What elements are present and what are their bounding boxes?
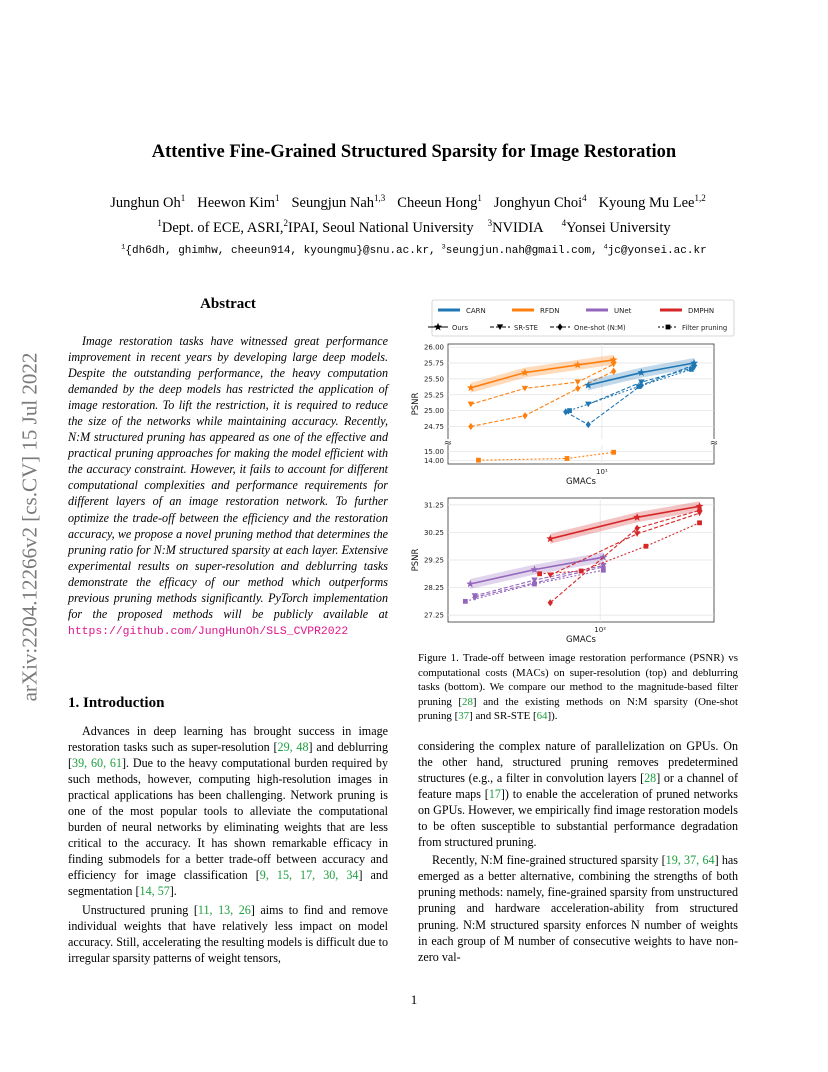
text: ] and SR-STE [ — [469, 710, 537, 723]
data-point — [644, 544, 649, 549]
data-point — [601, 568, 606, 573]
text: Advances in deep learning has brought success in image restoration tasks such as super-resolution [ — [68, 724, 388, 755]
author-name: Jonghyun Choi$^4$ — [493, 193, 587, 211]
arxiv-stamp-text: arXiv:2204.12266v2 [cs.CV] 15 Jul 2022 — [17, 352, 42, 702]
paper-title: Attentive Fine-Grained Structured Sparsity for Image Restoration — [151, 142, 677, 162]
data-point — [689, 367, 694, 372]
legend-label: CARN — [466, 307, 486, 315]
y-tick-label: 24.75 — [423, 422, 444, 431]
legend-label: Filter pruning — [682, 324, 728, 332]
affiliation: $^3$NVIDIA — [487, 218, 544, 236]
email: $^1${dh6dh, ghimhw, cheeun914, kyoungmu}@snu.ac.kr, — [121, 243, 436, 257]
chart-deblurring — [411, 498, 714, 645]
text: ] or a channel of feature maps [ — [418, 771, 738, 802]
citation[interactable]: 39, 60, 61 — [72, 756, 123, 771]
data-point — [636, 384, 641, 389]
email-mark: 3 — [441, 243, 446, 252]
intro-body — [68, 723, 388, 966]
affil-mark: 3 — [487, 218, 493, 229]
right-column-body — [418, 738, 738, 965]
affiliation: $^1$Dept. of ECE, ASRI, — [157, 218, 284, 236]
author-name: Junghun Oh$^1$ — [110, 193, 186, 211]
affil-mark: 4 — [561, 218, 567, 229]
axis-break-mark: ≈ — [443, 438, 453, 449]
author-affil-mark: 1,3 — [374, 193, 386, 204]
legend-label: UNet — [614, 307, 632, 315]
affiliation: $^4$Yonsei University — [561, 218, 671, 236]
text: considering the complex nature of parallelization on GPUs. On the other hand, structured pruning removes predetermined structures (e.g., a filter in convolution layers [ — [418, 739, 738, 786]
text: ]. Due to the heavy computational burden required by such methods, however, computing high-resolution images in practical applications has been challenging. Network pruning is one of the most popular tools to alleviate the computational burden of neural networks by eliminating weights that are less critical to the accuracy. It has shown remarkable efficacy in finding submodels for a better trade-off between accuracy and efficiency for image classification [ — [68, 756, 388, 883]
y-tick-label: 25.25 — [423, 391, 444, 400]
citation[interactable]: 64 — [536, 710, 548, 723]
intro-heading: 1. Introduction — [68, 695, 165, 711]
data-point — [565, 456, 570, 461]
text: ] and deblurring [ — [68, 740, 388, 771]
figure-caption — [418, 651, 738, 724]
text: ]. — [169, 884, 177, 899]
affil-mark: 1 — [157, 218, 162, 229]
email: $^4$jc@yonsei.ac.kr — [603, 243, 707, 257]
axis-break-mark: ≈ — [709, 438, 719, 449]
data-point — [567, 408, 572, 413]
data-point — [463, 599, 468, 604]
y-tick-label: 25.75 — [423, 359, 444, 368]
y-tick-label: 28.25 — [423, 584, 444, 593]
text: ] and segmentation [ — [68, 868, 389, 899]
text: Recently, N:M fine-grained structured sparsity [ — [432, 853, 666, 868]
legend-label: DMPHN — [688, 307, 715, 315]
text: ]) to enable the acceleration of pruned networks on GPUs. However, we empirically find image restoration models to be often susceptible to substantial performance degradation from structured pruning. — [418, 787, 739, 850]
intro-paragraph-1 — [68, 723, 388, 900]
data-point — [611, 450, 616, 455]
citation[interactable]: 28 — [462, 695, 473, 708]
citation[interactable]: 28 — [644, 771, 657, 786]
y-tick-label: 15.00 — [423, 448, 444, 457]
intro-paragraph-2 — [68, 902, 388, 966]
y-tick-label: 26.00 — [423, 343, 444, 352]
legend-label: RFDN — [540, 307, 560, 315]
email: $^3$seungjun.nah@gmail.com, — [441, 243, 598, 257]
y-axis-label: PSNR — [411, 392, 421, 416]
y-axis-label: PSNR — [411, 548, 421, 572]
x-tick-label: 10² — [594, 626, 607, 634]
author-affil-mark: 1 — [180, 193, 186, 204]
data-point — [537, 571, 542, 576]
author-affil-mark: 1 — [477, 193, 482, 204]
email-mark: 1 — [121, 243, 126, 252]
abstract-heading: Abstract — [200, 296, 256, 312]
text: Unstructured pruning [ — [82, 902, 198, 917]
author-name: Cheeun Hong$^1$ — [397, 193, 482, 211]
right-paragraph-1 — [418, 738, 738, 850]
y-tick-label: 31.25 — [423, 501, 444, 510]
chart-legend — [428, 300, 734, 336]
email-mark: 4 — [603, 243, 608, 252]
author-name: Heewon Kim$^1$ — [197, 193, 280, 211]
page-number: 1 — [410, 992, 418, 1007]
affiliations — [40, 220, 788, 237]
data-point — [476, 458, 481, 463]
citation[interactable]: 14, 57 — [139, 884, 170, 899]
x-axis-label: GMACs — [566, 635, 596, 645]
axis-break-gap — [447, 439, 715, 445]
citation[interactable]: 11, 13, 26 — [197, 902, 251, 917]
y-tick-label: 30.25 — [423, 528, 444, 537]
y-tick-label: 14.00 — [423, 456, 444, 465]
x-axis-label: GMACs — [566, 477, 596, 487]
y-tick-label: 29.25 — [423, 556, 444, 565]
author-emails — [20, 245, 808, 257]
abstract-text: Image restoration tasks have witnessed great performance improvement in recent years by developing large deep models. Despite the outstanding performance, the heavy computation demanded by the deep models has restricted the application of image restoration. To lift the restriction, it is required to reduce the size of the networks while maintaining accuracy. Recently, N:M structured pruning has appeared as one of the effective and practical pruning approaches for making the model efficient with the accuracy constraint. However, it fails to account for different computational complexities and performance requirements for different layers of an image restoration network. To further optimize the trade-off between the efficiency and the restoration accuracy, we propose a novel pruning method that determines the pruning ratio for N:M structured sparsity at each layer. Extensive experimental results on super-resolution and deblurring tasks demonstrate the efficacy of our method which outperforms previous pruning methods significantly. PyTorch implementation for the proposed methods will be publicly available at — [68, 334, 388, 621]
citation[interactable]: 19, 37, 64 — [665, 853, 715, 868]
citation[interactable]: 17 — [488, 787, 501, 802]
data-point — [532, 582, 537, 587]
y-tick-label: 25.00 — [423, 407, 444, 416]
arxiv-stamp — [8, 292, 52, 762]
legend-label: SR-STE — [514, 324, 538, 332]
figure-1-chart — [411, 296, 738, 645]
citation[interactable]: 37 — [458, 710, 470, 723]
code-link[interactable]: https://github.com/JungHunOh/SLS_CVPR2022 — [68, 625, 349, 638]
text: ] aims to find and remove individual weights that have relatively less impact on model accuracy. Still, accelerating the resulting models is difficult due to irregular sparsity patterns of weight tensors, — [68, 902, 388, 965]
legend-marker — [666, 325, 671, 330]
data-point — [697, 520, 702, 525]
x-tick-label: 10¹ — [596, 468, 608, 476]
author-name: Kyoung Mu Lee$^{1,2}$ — [598, 193, 706, 211]
legend-label: Ours — [452, 324, 468, 332]
affil-mark: 2 — [283, 218, 289, 229]
author-name: Seungjun Nah$^{1,3}$ — [291, 193, 386, 211]
text: ] and the existing methods on N:M sparsity (One-shot pruning [ — [418, 695, 738, 723]
abstract-body — [68, 333, 388, 640]
citation[interactable]: 9, 15, 17, 30, 34 — [259, 868, 359, 883]
text: ] has emerged as a better alternative, combining the strengths of both pruning methods: namely, fine-grained sparsity from unstructured pruning and hardware acceleration-ability from structured pruning. N:M structured sparsity enforces N number of weights in each group of M number of consecutive weights to have non-zero val- — [418, 853, 739, 964]
text: ]). — [547, 710, 558, 723]
y-tick-label: 25.50 — [423, 375, 444, 384]
author-affil-mark: 1,2 — [694, 193, 706, 204]
legend-label: One-shot (N:M) — [574, 324, 626, 332]
right-paragraph-2 — [418, 852, 738, 964]
author-affil-mark: 1 — [274, 193, 280, 204]
citation[interactable]: 29, 48 — [277, 740, 309, 755]
chart-super-resolution — [411, 344, 718, 487]
text: Figure 1. Trade-off between image restoration performance (PSNR) vs computational costs (MACs) on super-resolution (top) and deblurring tasks (bottom). We compare our method to the magnitude-based filter pruning [ — [418, 652, 738, 708]
data-point — [579, 569, 584, 574]
affiliation: $^2$IPAI, Seoul National University — [283, 218, 474, 236]
y-tick-label: 27.25 — [423, 611, 444, 620]
author-affil-mark: 4 — [582, 193, 587, 204]
author-list — [40, 195, 788, 212]
